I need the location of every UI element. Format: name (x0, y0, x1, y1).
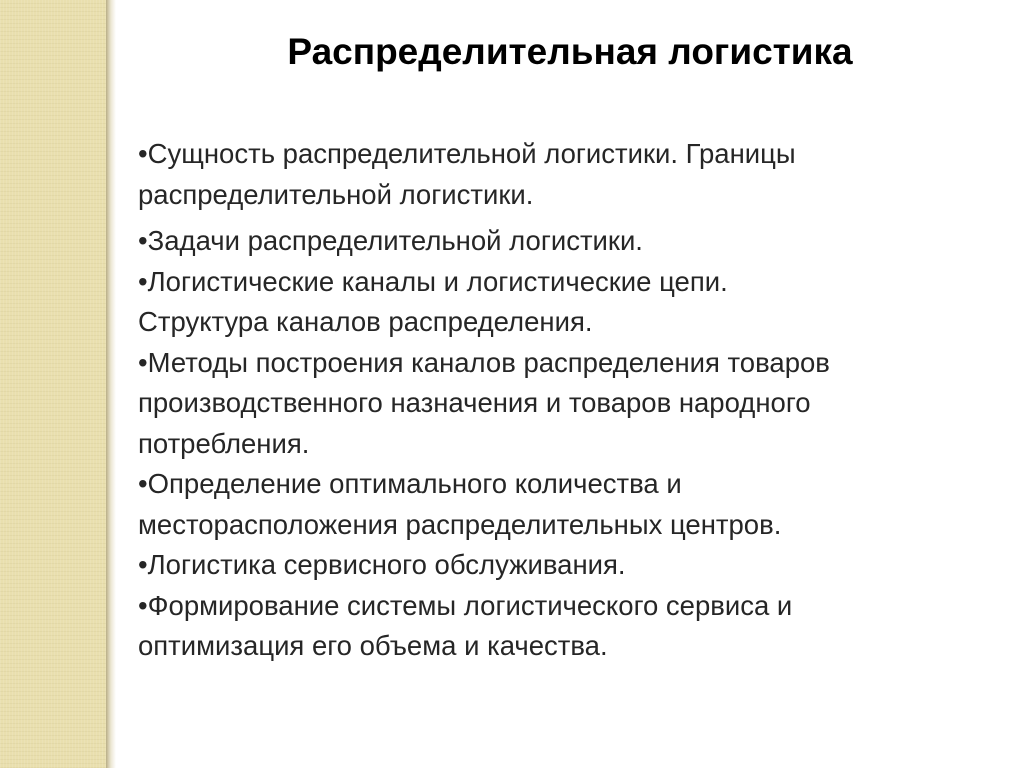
list-item (138, 221, 1018, 262)
list-item-line: •Задачи распределительной логистики. (138, 225, 643, 256)
list-item (138, 262, 1018, 343)
list-item (138, 343, 1018, 465)
list-item-line: •Методы построения каналов распределения товаров (138, 346, 830, 378)
slide-title: Распределительная логистика (287, 31, 853, 72)
list-item-line: •Логистические каналы и логистические цепи. (138, 265, 728, 297)
list-item-line: •Определение оптимального количества и (138, 468, 682, 499)
bullet-list (138, 134, 1018, 667)
list-item-line: •Логистика сервисного обслуживания. (138, 549, 626, 580)
list-item-line: •Сущность распределительной логистики. Границы (138, 138, 796, 169)
list-item-line: оптимизация его объема и качества. (138, 630, 608, 661)
list-item-line: Структура каналов распределения. (138, 306, 593, 337)
list-item-line: распределительной логистики. (138, 178, 534, 210)
list-item (138, 464, 1018, 545)
list-item (138, 134, 1018, 215)
side-band-shadow (106, 0, 116, 768)
list-item-line: месторасположения распределительных центров. (138, 508, 782, 540)
list-item-line: производственного назначения и товаров народного (138, 387, 811, 418)
list-item (138, 586, 1018, 667)
list-item (138, 545, 1018, 586)
list-item-line: •Формирование системы логистического сервиса и (138, 589, 793, 621)
decorative-side-band (0, 0, 106, 768)
list-item-line: потребления. (138, 427, 310, 459)
